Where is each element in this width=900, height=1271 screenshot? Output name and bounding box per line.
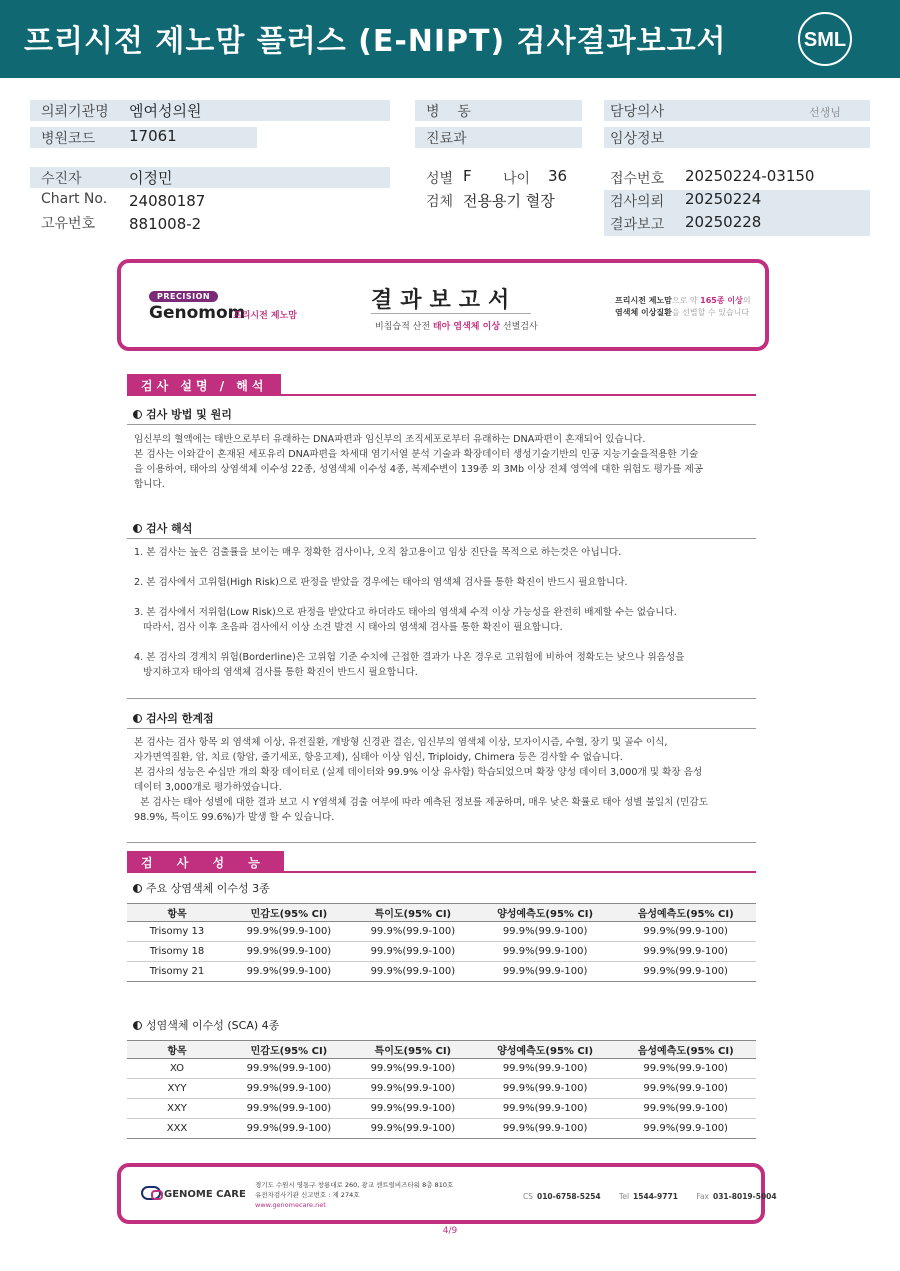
report-date-value: 20250228 — [685, 213, 762, 231]
interpretation-heading: 검사 해석 — [133, 520, 192, 536]
banner-title: 결과보고서 — [371, 288, 518, 313]
sex-chromosome-table: 항목 민감도(95% CI) 특이도(95% CI) 양성예측도(95% CI) 음성예측도(95% CI) XO 99.9%(99.9-100) 99.9%(99.9-100) 99.9%(99.9-100) 99.9%(99.9-100) XYY 99.9%(99.9-100) 99.9%(99.9-100) 99.9%(99.9-100) 99.9%(99.9-100) XXY 99.9%(99.9-100) 99.9%(99.9-100) 99.9%(99.9-100) 99.9%(99.9-100) XXX 99.9%(99.9-100) 99.9%(99.9-100) 99.9%(99.9-100) 99.9%(99.9-100) — [127, 1040, 756, 1139]
institution-label: 의뢰기관명 — [41, 104, 109, 120]
institution-value: 엠여성의원 — [129, 102, 202, 120]
banner-subtitle: 비침습적 산전 태아 염색체 이상 선별검사 — [375, 322, 538, 332]
table-row: Trisomy 18 99.9%(99.9-100) 99.9%(99.9-100) 99.9%(99.9-100) 99.9%(99.9-100) — [127, 942, 756, 962]
half-circle-icon — [133, 410, 142, 419]
precision-pill: PRECISION — [149, 291, 218, 302]
method-text: 임신부의 혈액에는 태반으로부터 유래하는 DNA파편과 임신부의 조직세포로부터 유래하는 DNA파편이 혼재되어 있습니다. 본 검사는 이와같이 혼재된 세포유리 DNA파편을 차세대 염기서열 분석 기술과 확장데이터 생성기술기반의 인공 지능기술을적용한 기술 을 이용하여, 태아의 상염색체 이수성 22종, 성염색체 이수성 4종, 복제수변이 139종 외 3Mb 이상 전체 영역에 대한 위험도 평가를 제공 합니다. — [134, 434, 704, 490]
limitations-heading: 검사의 한계점 — [133, 710, 214, 726]
table-row: XO 99.9%(99.9-100) 99.9%(99.9-100) 99.9%(99.9-100) 99.9%(99.9-100) — [127, 1059, 756, 1079]
report-title: 프리시전 제노맘 플러스 (E-NIPT) 검사결과보고서 — [24, 24, 727, 59]
doctor-label: 담당의사 — [610, 104, 665, 120]
specimen-value: 전용용기 혈장 — [463, 192, 555, 210]
section-explanation-title: 검사 설명 / 해석 — [127, 374, 281, 394]
banner-divider — [371, 313, 531, 314]
id-no-label: 고유번호 — [41, 216, 96, 232]
half-circle-icon — [133, 1021, 142, 1030]
section-performance-title: 검 사 성 능 — [127, 851, 284, 871]
table-row: XYY 99.9%(99.9-100) 99.9%(99.9-100) 99.9%(99.9-100) 99.9%(99.9-100) — [127, 1079, 756, 1099]
clinical-label: 임상정보 — [610, 131, 665, 147]
request-date-label: 검사의뢰 — [610, 194, 665, 210]
interpretation-text: 1. 본 검사는 높은 검출률을 보이는 매우 정확한 검사이나, 오직 참고용이고 임상 진단을 목적으로 하는것은 아닙니다. 2. 본 검사에서 고위험(High Risk)으로 판정을 받았을 경우에는 태아의 염색체 검사를 통한 확진이 반드시 필요합니다. 3. 본 검사에서 저위험(Low Risk)으로 판정을 받았다고 하더라도 태아의 염색체 수적 이상 가능성을 완전히 배제할 수는 없습니다. 따라서, 검사 이후 초음파 검사에서 이상 소견 발견 시 태아의 염색체 검사를 통한 확진이 필요합니다. 4. 본 검사의 경계치 위험(Borderline)은 고위험 기준 수치에 근접한 결과가 나온 경우로 고위험에 비하여 정확도는 낮으나 위음성을 방지하고자 태아의 염색체 검사를 통한 확진이 반드시 필요합니다. — [134, 547, 685, 678]
table-row: Trisomy 13 99.9%(99.9-100) 99.9%(99.9-100) 99.9%(99.9-100) 99.9%(99.9-100) — [127, 922, 756, 942]
sex-label: 성별 — [426, 171, 454, 187]
footer-box — [117, 1163, 777, 1224]
ward-label: 병 동 — [426, 104, 471, 120]
limitations-text: 본 검사는 검사 항목 외 염색체 이상, 유전질환, 개방형 신경관 결손, 임신부의 염색체 이상, 모자이시즘, 수혈, 장기 및 골수 이식, 자가면역질환, 암, 치료 (항암, 줄기세포, 항응고제), 심태아 이상 임신, Triploidy, Chimera 등은 검사할 수 없습니다. 본 검사의 성능은 수십만 개의 확장 데이터로 (실제 데이터와 99.9% 이상 유사함) 학습되었으며 확장 양성 데이터 3,000개 및 확장 음성 데이터 3,000개로 평가하였습니다. 본 검사는 태아 성별에 대한 결과 보고 시 Y염색체 검출 여부에 따라 예측된 정보를 제공하며, 매우 낮은 확률로 태아 성별 불일치 (민감도 98.9%, 특이도 99.6%)가 발생 할 수 있습니다. — [134, 737, 708, 823]
brand-sub: 프리시전 제노맘 — [233, 311, 297, 321]
sex-value: F — [463, 167, 472, 185]
method-heading: 검사 방법 및 원리 — [133, 406, 232, 422]
patient-row — [30, 167, 390, 188]
hospital-code-value: 17061 — [129, 127, 177, 145]
age-label: 나이 — [503, 171, 531, 187]
genome-care-logo: GENOME CARE — [141, 1186, 246, 1200]
chart-no-label: Chart No. — [41, 191, 108, 207]
hospital-code-label: 병원코드 — [41, 131, 96, 147]
section-performance-header — [127, 851, 756, 873]
table-row: XXY 99.9%(99.9-100) 99.9%(99.9-100) 99.9%(99.9-100) 99.9%(99.9-100) — [127, 1099, 756, 1119]
report-date-label: 결과보고 — [610, 217, 665, 233]
age-value: 36 — [548, 167, 568, 185]
header-bar — [0, 0, 900, 78]
chart-no-value: 24080187 — [129, 192, 206, 210]
half-circle-icon — [133, 714, 142, 723]
dept-label: 진료과 — [426, 131, 467, 147]
table-row: XXX 99.9%(99.9-100) 99.9%(99.9-100) 99.9%(99.9-100) 99.9%(99.9-100) — [127, 1119, 756, 1139]
result-banner — [117, 259, 769, 351]
logo-text: SML — [803, 29, 847, 51]
receipt-label: 접수번호 — [610, 171, 665, 187]
sml-logo-icon — [796, 10, 854, 68]
autosomal-aneuploidy-table: 항목 민감도(95% CI) 특이도(95% CI) 양성예측도(95% CI) 음성예측도(95% CI) Trisomy 13 99.9%(99.9-100) 99.9%(99.9-100) 99.9%(99.9-100) 99.9%(99.9-100) Trisomy 18 99.9%(99.9-100) 99.9%(99.9-100) 99.9%(99.9-100) 99.9%(99.9-100) Trisomy 21 99.9%(99.9-100) 99.9%(99.9-100) 99.9%(99.9-100) 99.9%(99.9-100) — [127, 903, 756, 982]
request-date-value: 20250224 — [685, 190, 762, 208]
table-row: Trisomy 21 99.9%(99.9-100) 99.9%(99.9-100) 99.9%(99.9-100) 99.9%(99.9-100) — [127, 962, 756, 982]
patient-name-value: 이정민 — [129, 169, 173, 187]
brand-name: Genomom — [149, 303, 246, 323]
footer-website-link[interactable]: www.genomecare.net — [255, 1201, 326, 1209]
id-no-value: 881008-2 — [129, 215, 202, 233]
half-circle-icon — [133, 524, 142, 533]
specimen-label: 검체 — [426, 194, 454, 210]
section-explanation-header — [127, 374, 756, 396]
patient-name-label: 수진자 — [41, 171, 82, 187]
half-circle-icon — [133, 884, 142, 893]
banner-tagline: 프리시전 제노맘으로 약 165종 이상의 염색체 이상질환을 선별할 수 있습니다 — [615, 296, 751, 317]
page-number: 4/9 — [442, 1226, 458, 1236]
table1-heading: 주요 상염색체 이수성 3종 — [133, 880, 270, 896]
table2-heading: 성염색체 이수성 (SCA) 4종 — [133, 1017, 279, 1033]
footer-address: 경기도 수원시 영통구 창룡대로 260, 광교 센트럴비즈타워 8층 810호 유전자검사기관 신고번호 : 제 274호 www.genomecare.net — [255, 1181, 454, 1209]
receipt-value: 20250224-03150 — [685, 167, 815, 185]
footer-contacts: CS 010-6758-5254 Tel 1544-9771 Fax 031-8019-5004 — [523, 1192, 777, 1201]
doctor-suffix: 선생님 — [809, 106, 841, 119]
genome-care-logo-icon — [141, 1186, 161, 1200]
